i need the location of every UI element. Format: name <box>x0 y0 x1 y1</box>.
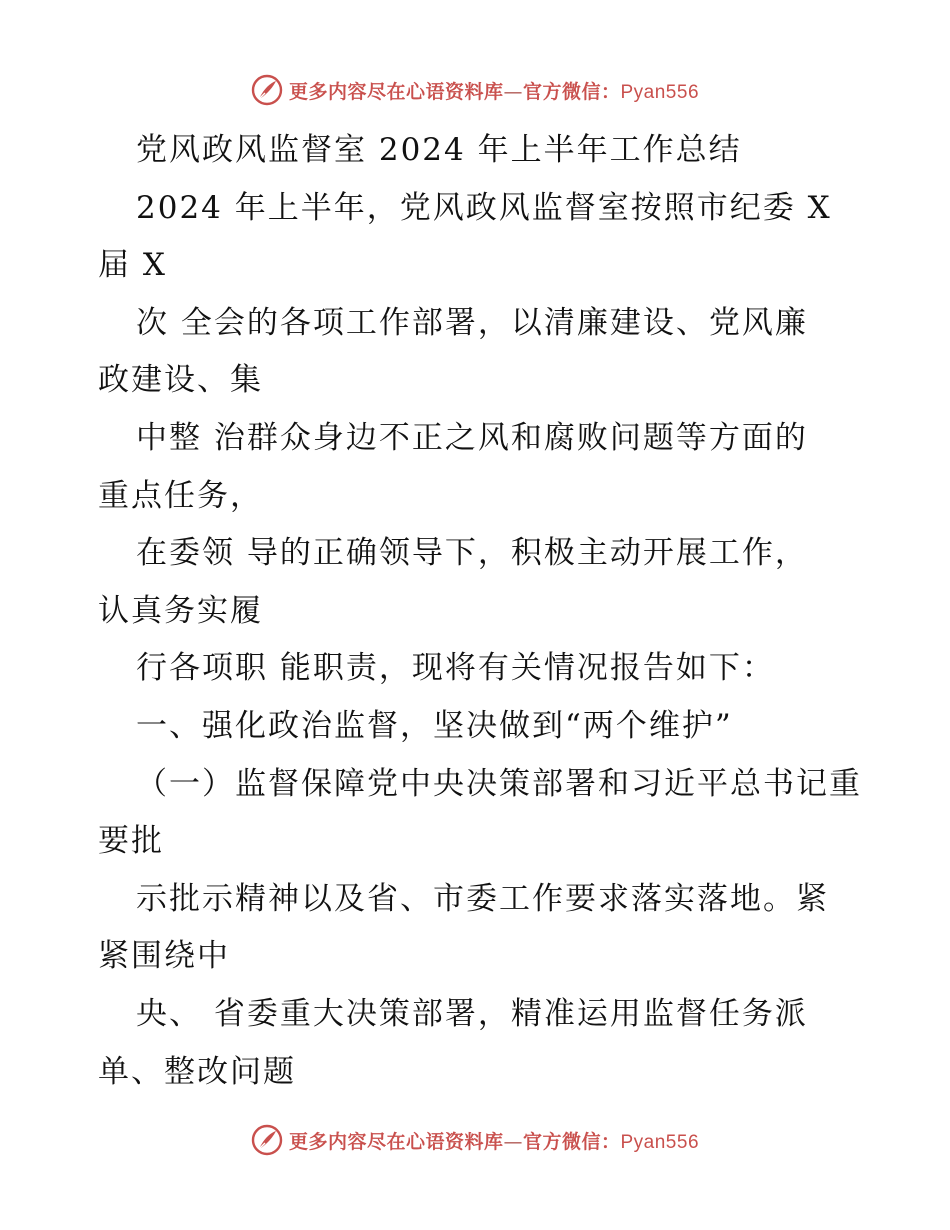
banner-separator: — <box>503 80 523 103</box>
banner-wechat-id: Pyan556 <box>620 1131 700 1153</box>
banner-contact-text: 官方微信： <box>522 1130 621 1153</box>
footer-watermark-banner <box>0 1120 950 1160</box>
text-line: 示批示精神以及省、市委工作要求落实落地。紧 <box>136 880 829 917</box>
banner-contact-text: 官方微信： <box>522 80 621 103</box>
feather-pen-logo-icon <box>251 74 283 106</box>
text-line: 央、 省委重大决策部署，精准运用监督任务派 <box>136 995 808 1032</box>
text-line: 次 全会的各项工作部署，以清廉建设、党风廉 <box>136 304 808 341</box>
text-line: 单、整改问题 <box>98 1053 296 1090</box>
document-body <box>98 122 868 1101</box>
banner-wechat-id: Pyan556 <box>620 81 700 103</box>
text-line: 认真务实履 <box>98 592 263 629</box>
section-heading: 一、强化政治监督，坚决做到“两个维护” <box>136 707 733 744</box>
text-line: 中整 治群众身边不正之风和腐败问题等方面的 <box>136 419 808 456</box>
banner-separator: — <box>503 1130 523 1153</box>
text-line: 要批 <box>98 823 164 860</box>
text-line: 政建设、集 <box>98 362 263 399</box>
text-line: 2024 年上半年，党风政风监督室按照市纪委 X <box>136 189 832 226</box>
header-watermark-banner <box>0 70 950 110</box>
subsection-heading: （一）监督保障党中央决策部署和习近平总书记重 <box>136 765 862 802</box>
document-title: 党风政风监督室 2024 年上半年工作总结 <box>136 132 742 168</box>
feather-pen-logo-icon <box>251 1124 283 1156</box>
text-line: 紧围绕中 <box>98 938 230 975</box>
text-line: 行各项职 能职责，现将有关情况报告如下： <box>136 650 775 687</box>
text-line: 届 X <box>98 247 167 284</box>
text-line: 重点任务， <box>98 477 263 514</box>
text-line: 在委领 导的正确领导下，积极主动开展工作， <box>136 535 808 572</box>
banner-main-text: 更多内容尽在心语资料库 <box>288 80 504 103</box>
banner-main-text: 更多内容尽在心语资料库 <box>288 1130 504 1153</box>
